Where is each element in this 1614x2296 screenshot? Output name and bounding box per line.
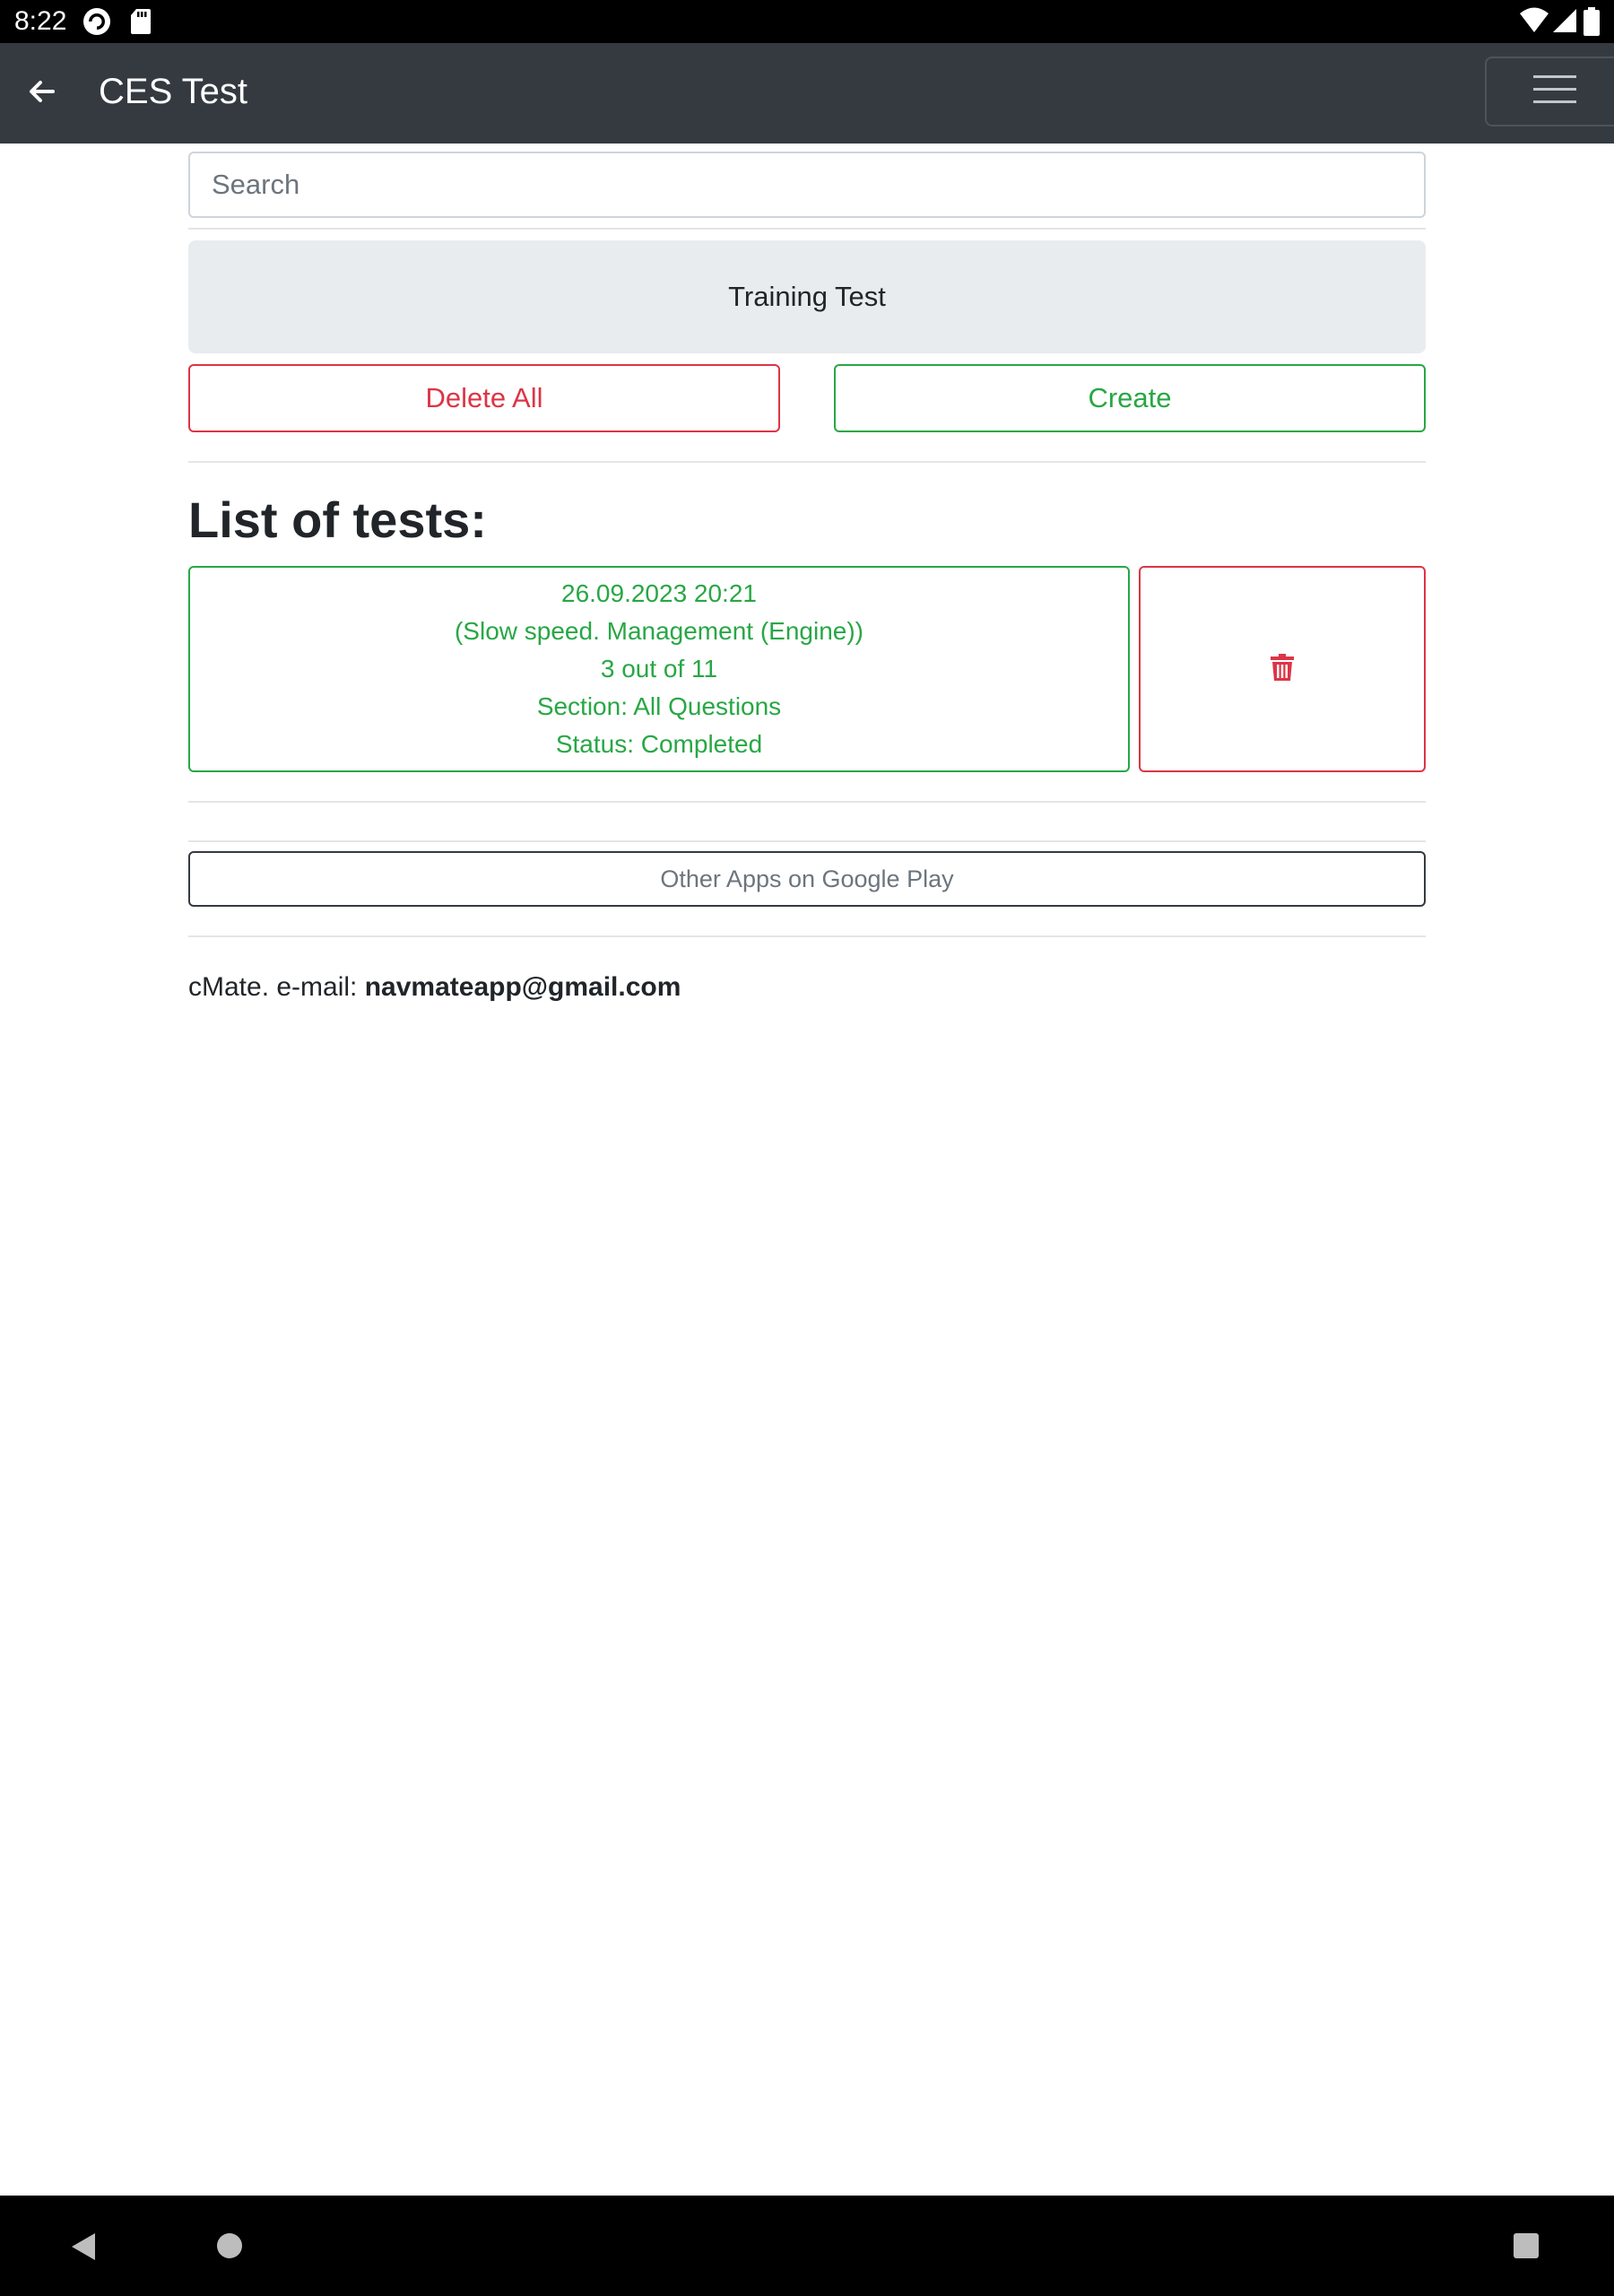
divider bbox=[188, 228, 1426, 230]
test-item[interactable] bbox=[188, 566, 1130, 772]
create-button[interactable] bbox=[834, 364, 1426, 432]
nav-home-icon[interactable] bbox=[217, 2233, 242, 2258]
status-bar bbox=[0, 0, 1614, 43]
arrow-left-icon bbox=[26, 76, 56, 111]
wifi-icon bbox=[1519, 7, 1549, 39]
test-section: Section: All Questions bbox=[536, 692, 782, 720]
system-nav-bar bbox=[0, 2196, 1614, 2296]
pocket-casts-icon bbox=[82, 7, 111, 40]
status-time: 8:22 bbox=[14, 6, 67, 36]
divider bbox=[188, 801, 1426, 803]
nav-recents-icon[interactable] bbox=[1514, 2233, 1539, 2258]
test-status: Status: Completed bbox=[555, 730, 763, 758]
delete-all-button[interactable] bbox=[188, 364, 780, 432]
footer-email[interactable]: navmateapp@gmail.com bbox=[364, 972, 681, 1002]
test-date: 26.09.2023 20:21 bbox=[561, 579, 757, 607]
sd-card-icon bbox=[129, 7, 152, 40]
create-label: Create bbox=[1088, 382, 1172, 413]
test-score: 3 out of 11 bbox=[600, 655, 718, 683]
other-apps-label: Other Apps on Google Play bbox=[660, 865, 954, 892]
divider bbox=[188, 840, 1426, 842]
menu-toggle-button[interactable] bbox=[1485, 57, 1614, 126]
other-apps-button[interactable] bbox=[188, 851, 1426, 907]
search-input[interactable] bbox=[188, 152, 1426, 218]
training-test-label: Training Test bbox=[728, 281, 886, 312]
app-bar bbox=[0, 43, 1614, 144]
battery-icon bbox=[1584, 7, 1600, 40]
nav-back-icon[interactable] bbox=[68, 2231, 99, 2266]
divider bbox=[188, 461, 1426, 463]
hamburger-menu-icon bbox=[1532, 72, 1578, 112]
trash-icon bbox=[1271, 654, 1294, 685]
delete-all-label: Delete All bbox=[425, 382, 543, 413]
back-button[interactable] bbox=[18, 70, 65, 117]
divider bbox=[188, 935, 1426, 937]
page-title: CES Test bbox=[99, 72, 247, 111]
test-name: (Slow speed. Management (Engine)) bbox=[454, 617, 863, 645]
footer-contact bbox=[188, 970, 681, 1005]
footer-prefix: cMate. e-mail: bbox=[188, 972, 365, 1002]
training-test-button[interactable] bbox=[188, 240, 1426, 353]
signal-icon bbox=[1551, 7, 1578, 39]
list-heading: List of tests: bbox=[188, 491, 487, 548]
delete-test-button[interactable] bbox=[1139, 566, 1426, 772]
